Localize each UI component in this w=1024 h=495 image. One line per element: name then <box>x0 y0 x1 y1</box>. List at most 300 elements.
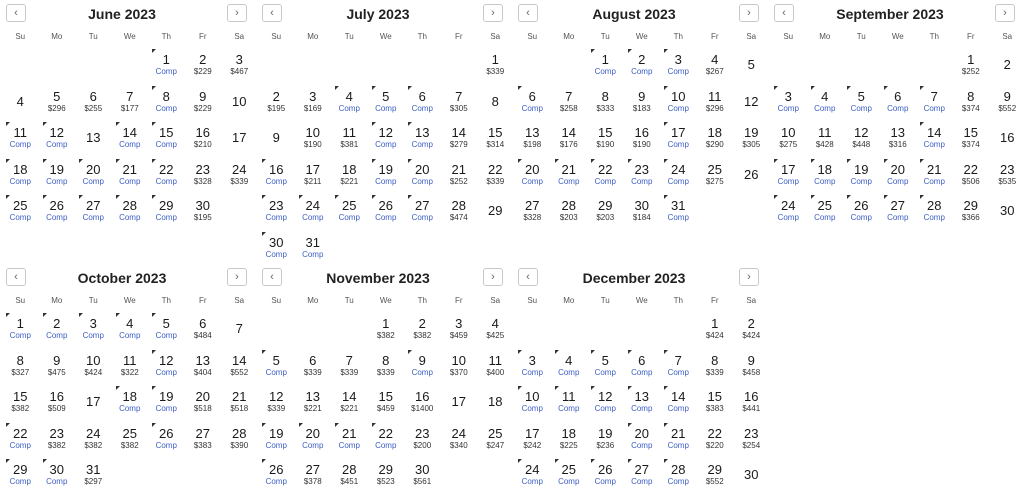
day-cell[interactable] <box>916 85 953 122</box>
price-label: $484 <box>193 331 212 340</box>
day-cell[interactable] <box>404 458 441 495</box>
day-number: 29 <box>598 198 613 213</box>
weekday-label: We <box>123 32 136 41</box>
day-cell[interactable] <box>39 349 76 386</box>
day-cell[interactable] <box>660 349 697 386</box>
day-cell[interactable] <box>331 458 368 495</box>
day-cell[interactable] <box>843 158 880 195</box>
day-cell[interactable] <box>331 194 368 231</box>
price-label: $258 <box>559 103 578 113</box>
day-cell[interactable] <box>477 385 514 422</box>
day-cell[interactable] <box>258 385 295 422</box>
empty-cell <box>807 48 844 85</box>
corner-marker-icon <box>628 49 632 53</box>
day-cell[interactable] <box>2 422 39 459</box>
day-cell[interactable] <box>441 422 478 459</box>
day-number: 12 <box>378 125 393 140</box>
day-cell[interactable] <box>404 349 441 386</box>
day-cell[interactable] <box>331 349 368 386</box>
day-cell[interactable] <box>843 85 880 122</box>
empty-cell <box>514 48 551 85</box>
day-cell[interactable] <box>441 121 478 158</box>
weekday-label: Tu <box>344 296 354 305</box>
day-cell[interactable] <box>697 458 734 495</box>
day-cell[interactable] <box>587 422 624 459</box>
day-cell[interactable] <box>660 48 697 85</box>
day-cell[interactable] <box>733 158 770 195</box>
day-cell[interactable] <box>368 385 405 422</box>
corner-marker-icon <box>408 159 412 163</box>
day-cell[interactable] <box>185 158 222 195</box>
day-cell[interactable] <box>916 194 953 231</box>
day-cell[interactable] <box>148 85 185 122</box>
day-cell[interactable] <box>148 194 185 231</box>
day-cell[interactable] <box>989 48 1024 85</box>
comp-label: Comp <box>777 103 799 113</box>
month-header <box>770 2 1010 26</box>
day-cell[interactable] <box>916 158 953 195</box>
day-cell[interactable] <box>551 349 588 386</box>
day-cell[interactable] <box>441 194 478 231</box>
day-cell[interactable] <box>953 158 990 195</box>
day-cell[interactable] <box>39 458 76 495</box>
day-cell[interactable] <box>295 121 332 158</box>
day-cell[interactable] <box>221 85 258 122</box>
next-month-button[interactable]: › <box>995 4 1015 22</box>
day-number: 24 <box>86 425 101 441</box>
day-number: 29 <box>963 198 978 213</box>
day-cell[interactable] <box>404 312 441 349</box>
day-cell[interactable] <box>258 194 295 231</box>
day-cell[interactable] <box>185 121 222 158</box>
day-cell[interactable] <box>733 48 770 85</box>
day-cell[interactable] <box>514 349 551 386</box>
day-cell[interactable] <box>331 158 368 195</box>
day-cell[interactable] <box>660 385 697 422</box>
day-cell[interactable] <box>112 312 149 349</box>
next-month-button[interactable]: › <box>483 4 503 22</box>
day-cell[interactable] <box>295 349 332 386</box>
day-cell[interactable] <box>880 85 917 122</box>
day-cell[interactable] <box>770 158 807 195</box>
corner-marker-icon <box>591 49 595 53</box>
corner-marker-icon <box>152 386 156 390</box>
day-cell[interactable] <box>843 194 880 231</box>
day-cell[interactable] <box>221 422 258 459</box>
day-cell[interactable] <box>404 194 441 231</box>
day-cell[interactable] <box>587 158 624 195</box>
day-cell[interactable] <box>477 158 514 195</box>
day-number: 29 <box>488 203 503 218</box>
day-cell[interactable] <box>404 158 441 195</box>
day-cell[interactable] <box>697 158 734 195</box>
price-label: $339 <box>303 367 322 377</box>
day-cell[interactable] <box>2 158 39 195</box>
day-cell[interactable] <box>368 158 405 195</box>
day-cell[interactable] <box>733 349 770 386</box>
day-cell[interactable] <box>185 312 222 349</box>
day-cell[interactable] <box>258 158 295 195</box>
day-cell[interactable] <box>477 422 514 459</box>
day-cell[interactable] <box>221 48 258 85</box>
empty-cell <box>587 312 624 349</box>
day-cell[interactable] <box>112 85 149 122</box>
day-cell[interactable] <box>697 85 734 122</box>
day-cell[interactable] <box>660 158 697 195</box>
day-cell[interactable] <box>112 194 149 231</box>
day-cell[interactable] <box>587 458 624 495</box>
day-cell[interactable] <box>660 194 697 231</box>
day-cell[interactable] <box>258 349 295 386</box>
day-cell[interactable] <box>2 349 39 386</box>
corner-marker-icon <box>811 159 815 163</box>
day-cell[interactable] <box>185 349 222 386</box>
comp-label: Comp <box>302 213 324 222</box>
day-number: 4 <box>126 316 134 331</box>
comp-label: Comp <box>887 213 909 222</box>
corner-marker-icon <box>555 386 559 390</box>
price-label: $424 <box>705 331 724 340</box>
day-cell[interactable] <box>733 121 770 158</box>
day-cell[interactable] <box>697 121 734 158</box>
day-number: 12 <box>854 125 869 140</box>
day-cell[interactable] <box>2 121 39 158</box>
day-cell[interactable] <box>148 349 185 386</box>
day-number: 13 <box>305 389 320 404</box>
day-number: 10 <box>86 352 101 368</box>
day-cell[interactable] <box>2 312 39 349</box>
corner-marker-icon <box>43 122 47 126</box>
prev-month-button[interactable]: ‹ <box>774 4 794 22</box>
day-cell[interactable] <box>2 194 39 231</box>
day-cell[interactable] <box>514 194 551 231</box>
day-cell[interactable] <box>75 458 112 495</box>
day-cell[interactable] <box>624 385 661 422</box>
day-number: 22 <box>159 161 174 177</box>
day-number: 17 <box>232 130 247 145</box>
next-month-button[interactable]: › <box>739 4 759 22</box>
price-label: $535 <box>998 176 1017 186</box>
day-cell[interactable] <box>148 385 185 422</box>
prev-month-button[interactable]: ‹ <box>518 4 538 22</box>
prev-month-button[interactable]: ‹ <box>6 4 26 22</box>
day-number: 27 <box>634 462 649 477</box>
day-cell[interactable] <box>953 85 990 122</box>
corner-marker-icon <box>6 459 10 463</box>
empty-cell <box>258 312 295 349</box>
day-cell[interactable] <box>148 312 185 349</box>
day-cell[interactable] <box>112 385 149 422</box>
day-cell[interactable] <box>258 121 295 158</box>
day-cell[interactable] <box>514 85 551 122</box>
day-cell[interactable] <box>221 349 258 386</box>
day-cell[interactable] <box>807 85 844 122</box>
day-cell[interactable] <box>916 121 953 158</box>
corner-marker-icon <box>299 195 303 199</box>
weekday-label: Fr <box>710 32 719 41</box>
day-number: 23 <box>744 425 759 441</box>
corner-marker-icon <box>408 350 412 354</box>
day-cell[interactable] <box>221 385 258 422</box>
day-cell[interactable] <box>75 85 112 122</box>
day-cell[interactable] <box>989 194 1024 231</box>
day-cell[interactable] <box>551 458 588 495</box>
day-cell[interactable] <box>624 458 661 495</box>
day-cell[interactable] <box>221 312 258 349</box>
day-cell[interactable] <box>587 194 624 231</box>
day-cell[interactable] <box>733 422 770 459</box>
day-cell[interactable] <box>587 85 624 122</box>
corner-marker-icon <box>116 313 120 317</box>
day-cell[interactable] <box>624 422 661 459</box>
day-cell[interactable] <box>185 194 222 231</box>
day-cell[interactable] <box>514 121 551 158</box>
day-cell[interactable] <box>148 48 185 85</box>
day-cell[interactable] <box>697 349 734 386</box>
comp-label: Comp <box>411 367 433 377</box>
corner-marker-icon <box>591 159 595 163</box>
day-number: 19 <box>854 161 869 177</box>
day-cell[interactable] <box>441 385 478 422</box>
day-cell[interactable] <box>807 194 844 231</box>
day-cell[interactable] <box>295 194 332 231</box>
day-number: 23 <box>634 161 649 177</box>
day-cell[interactable] <box>880 121 917 158</box>
day-cell[interactable] <box>368 458 405 495</box>
day-cell[interactable] <box>295 422 332 459</box>
day-cell[interactable] <box>514 422 551 459</box>
day-cell[interactable] <box>551 194 588 231</box>
day-cell[interactable] <box>733 385 770 422</box>
day-cell[interactable] <box>807 158 844 195</box>
day-cell[interactable] <box>2 458 39 495</box>
prev-month-button[interactable]: ‹ <box>262 268 282 286</box>
day-cell[interactable] <box>258 231 295 268</box>
day-cell[interactable] <box>75 349 112 386</box>
day-cell[interactable] <box>624 194 661 231</box>
day-cell[interactable] <box>368 312 405 349</box>
day-cell[interactable] <box>39 194 76 231</box>
day-number: 14 <box>561 125 576 140</box>
day-cell[interactable] <box>404 121 441 158</box>
day-cell[interactable] <box>185 85 222 122</box>
day-cell[interactable] <box>148 158 185 195</box>
day-cell[interactable] <box>404 85 441 122</box>
day-cell[interactable] <box>404 422 441 459</box>
day-cell[interactable] <box>404 385 441 422</box>
day-cell[interactable] <box>112 121 149 158</box>
day-cell[interactable] <box>697 385 734 422</box>
day-cell[interactable] <box>587 385 624 422</box>
prev-month-button[interactable]: ‹ <box>262 4 282 22</box>
day-cell[interactable] <box>733 312 770 349</box>
day-cell[interactable] <box>368 194 405 231</box>
day-cell[interactable] <box>989 121 1024 158</box>
day-cell[interactable] <box>660 422 697 459</box>
day-cell[interactable] <box>514 158 551 195</box>
day-cell[interactable] <box>514 385 551 422</box>
corner-marker-icon <box>262 350 266 354</box>
day-cell[interactable] <box>75 158 112 195</box>
prev-month-button[interactable]: ‹ <box>6 268 26 286</box>
day-cell[interactable] <box>295 231 332 268</box>
day-cell[interactable] <box>112 349 149 386</box>
day-cell[interactable] <box>39 121 76 158</box>
day-cell[interactable] <box>39 422 76 459</box>
day-cell[interactable] <box>660 458 697 495</box>
next-month-button[interactable]: › <box>483 268 503 286</box>
day-cell[interactable] <box>258 458 295 495</box>
corner-marker-icon <box>262 459 266 463</box>
day-cell[interactable] <box>587 48 624 85</box>
day-cell[interactable] <box>624 349 661 386</box>
day-cell[interactable] <box>148 422 185 459</box>
day-cell[interactable] <box>477 349 514 386</box>
day-cell[interactable] <box>185 48 222 85</box>
day-cell[interactable] <box>258 422 295 459</box>
day-cell[interactable] <box>221 121 258 158</box>
day-number: 5 <box>382 88 390 104</box>
day-cell[interactable] <box>587 121 624 158</box>
day-cell[interactable] <box>624 121 661 158</box>
day-cell[interactable] <box>733 85 770 122</box>
day-cell[interactable] <box>331 422 368 459</box>
day-cell[interactable] <box>295 385 332 422</box>
day-cell[interactable] <box>551 385 588 422</box>
day-cell[interactable] <box>477 48 514 85</box>
weekday-label: Fr <box>198 296 207 305</box>
day-number: 21 <box>927 161 942 177</box>
next-month-button[interactable]: › <box>227 268 247 286</box>
day-cell[interactable] <box>514 458 551 495</box>
price-label: $339 <box>376 367 395 377</box>
comp-label: Comp <box>667 440 689 450</box>
day-cell[interactable] <box>441 312 478 349</box>
day-cell[interactable] <box>331 385 368 422</box>
comp-label: Comp <box>850 103 872 113</box>
day-cell[interactable] <box>880 158 917 195</box>
day-cell[interactable] <box>331 85 368 122</box>
price-label: $467 <box>230 67 249 76</box>
day-cell[interactable] <box>660 121 697 158</box>
day-cell[interactable] <box>770 85 807 122</box>
day-cell[interactable] <box>551 422 588 459</box>
weekday-label: We <box>635 32 648 41</box>
day-cell[interactable] <box>770 121 807 158</box>
day-cell[interactable] <box>953 121 990 158</box>
day-cell[interactable] <box>441 85 478 122</box>
day-cell[interactable] <box>477 194 514 231</box>
day-cell[interactable] <box>39 85 76 122</box>
day-number: 10 <box>781 125 796 140</box>
day-cell[interactable] <box>624 85 661 122</box>
day-cell[interactable] <box>441 158 478 195</box>
day-cell[interactable] <box>587 349 624 386</box>
month-title: September 2023 <box>836 6 944 22</box>
comp-label: Comp <box>119 176 141 186</box>
day-cell[interactable] <box>477 85 514 122</box>
day-cell[interactable] <box>477 312 514 349</box>
price-label: $190 <box>596 140 615 149</box>
corner-marker-icon <box>43 159 47 163</box>
day-cell[interactable] <box>989 158 1024 195</box>
day-cell[interactable] <box>112 422 149 459</box>
day-cell[interactable] <box>733 458 770 495</box>
day-cell[interactable] <box>148 121 185 158</box>
day-cell[interactable] <box>953 48 990 85</box>
day-cell[interactable] <box>551 121 588 158</box>
day-cell[interactable] <box>39 385 76 422</box>
day-cell[interactable] <box>807 121 844 158</box>
day-cell[interactable] <box>880 194 917 231</box>
day-cell[interactable] <box>551 158 588 195</box>
day-cell[interactable] <box>39 158 76 195</box>
day-cell[interactable] <box>624 48 661 85</box>
day-cell[interactable] <box>295 85 332 122</box>
day-cell[interactable] <box>185 422 222 459</box>
day-cell[interactable] <box>331 121 368 158</box>
day-cell[interactable] <box>441 349 478 386</box>
day-cell[interactable] <box>697 422 734 459</box>
day-cell[interactable] <box>368 349 405 386</box>
day-cell[interactable] <box>75 385 112 422</box>
day-cell[interactable] <box>295 158 332 195</box>
day-cell[interactable] <box>624 158 661 195</box>
comp-label: Comp <box>375 140 397 149</box>
day-cell[interactable] <box>843 121 880 158</box>
day-number: 31 <box>305 234 320 250</box>
corner-marker-icon <box>628 350 632 354</box>
day-cell[interactable] <box>551 85 588 122</box>
day-cell[interactable] <box>75 422 112 459</box>
day-cell[interactable] <box>112 158 149 195</box>
next-month-button[interactable]: › <box>227 4 247 22</box>
empty-cell <box>551 312 588 349</box>
day-number: 24 <box>781 198 796 213</box>
day-cell[interactable] <box>221 158 258 195</box>
day-number: 6 <box>528 88 536 104</box>
day-cell[interactable] <box>39 312 76 349</box>
corner-marker-icon <box>79 159 83 163</box>
day-cell[interactable] <box>295 458 332 495</box>
price-label: $252 <box>961 67 980 76</box>
day-cell[interactable] <box>368 85 405 122</box>
day-cell[interactable] <box>75 194 112 231</box>
day-number: 28 <box>671 462 686 477</box>
day-cell[interactable] <box>770 194 807 231</box>
day-cell[interactable] <box>953 194 990 231</box>
day-cell[interactable] <box>660 85 697 122</box>
day-cell[interactable] <box>2 385 39 422</box>
day-cell[interactable] <box>989 85 1024 122</box>
day-number: 3 <box>784 88 792 104</box>
day-cell[interactable] <box>75 312 112 349</box>
prev-month-button[interactable]: ‹ <box>518 268 538 286</box>
next-month-button[interactable]: › <box>739 268 759 286</box>
day-cell[interactable] <box>697 48 734 85</box>
comp-label: Comp <box>155 213 177 222</box>
day-cell[interactable] <box>368 422 405 459</box>
day-cell[interactable] <box>185 385 222 422</box>
day-cell[interactable] <box>477 121 514 158</box>
weekday-label: We <box>891 32 904 41</box>
month-october-2023 <box>2 266 249 495</box>
day-cell[interactable] <box>258 85 295 122</box>
day-cell[interactable] <box>75 121 112 158</box>
day-cell[interactable] <box>697 312 734 349</box>
day-cell[interactable] <box>2 85 39 122</box>
day-cell[interactable] <box>368 121 405 158</box>
